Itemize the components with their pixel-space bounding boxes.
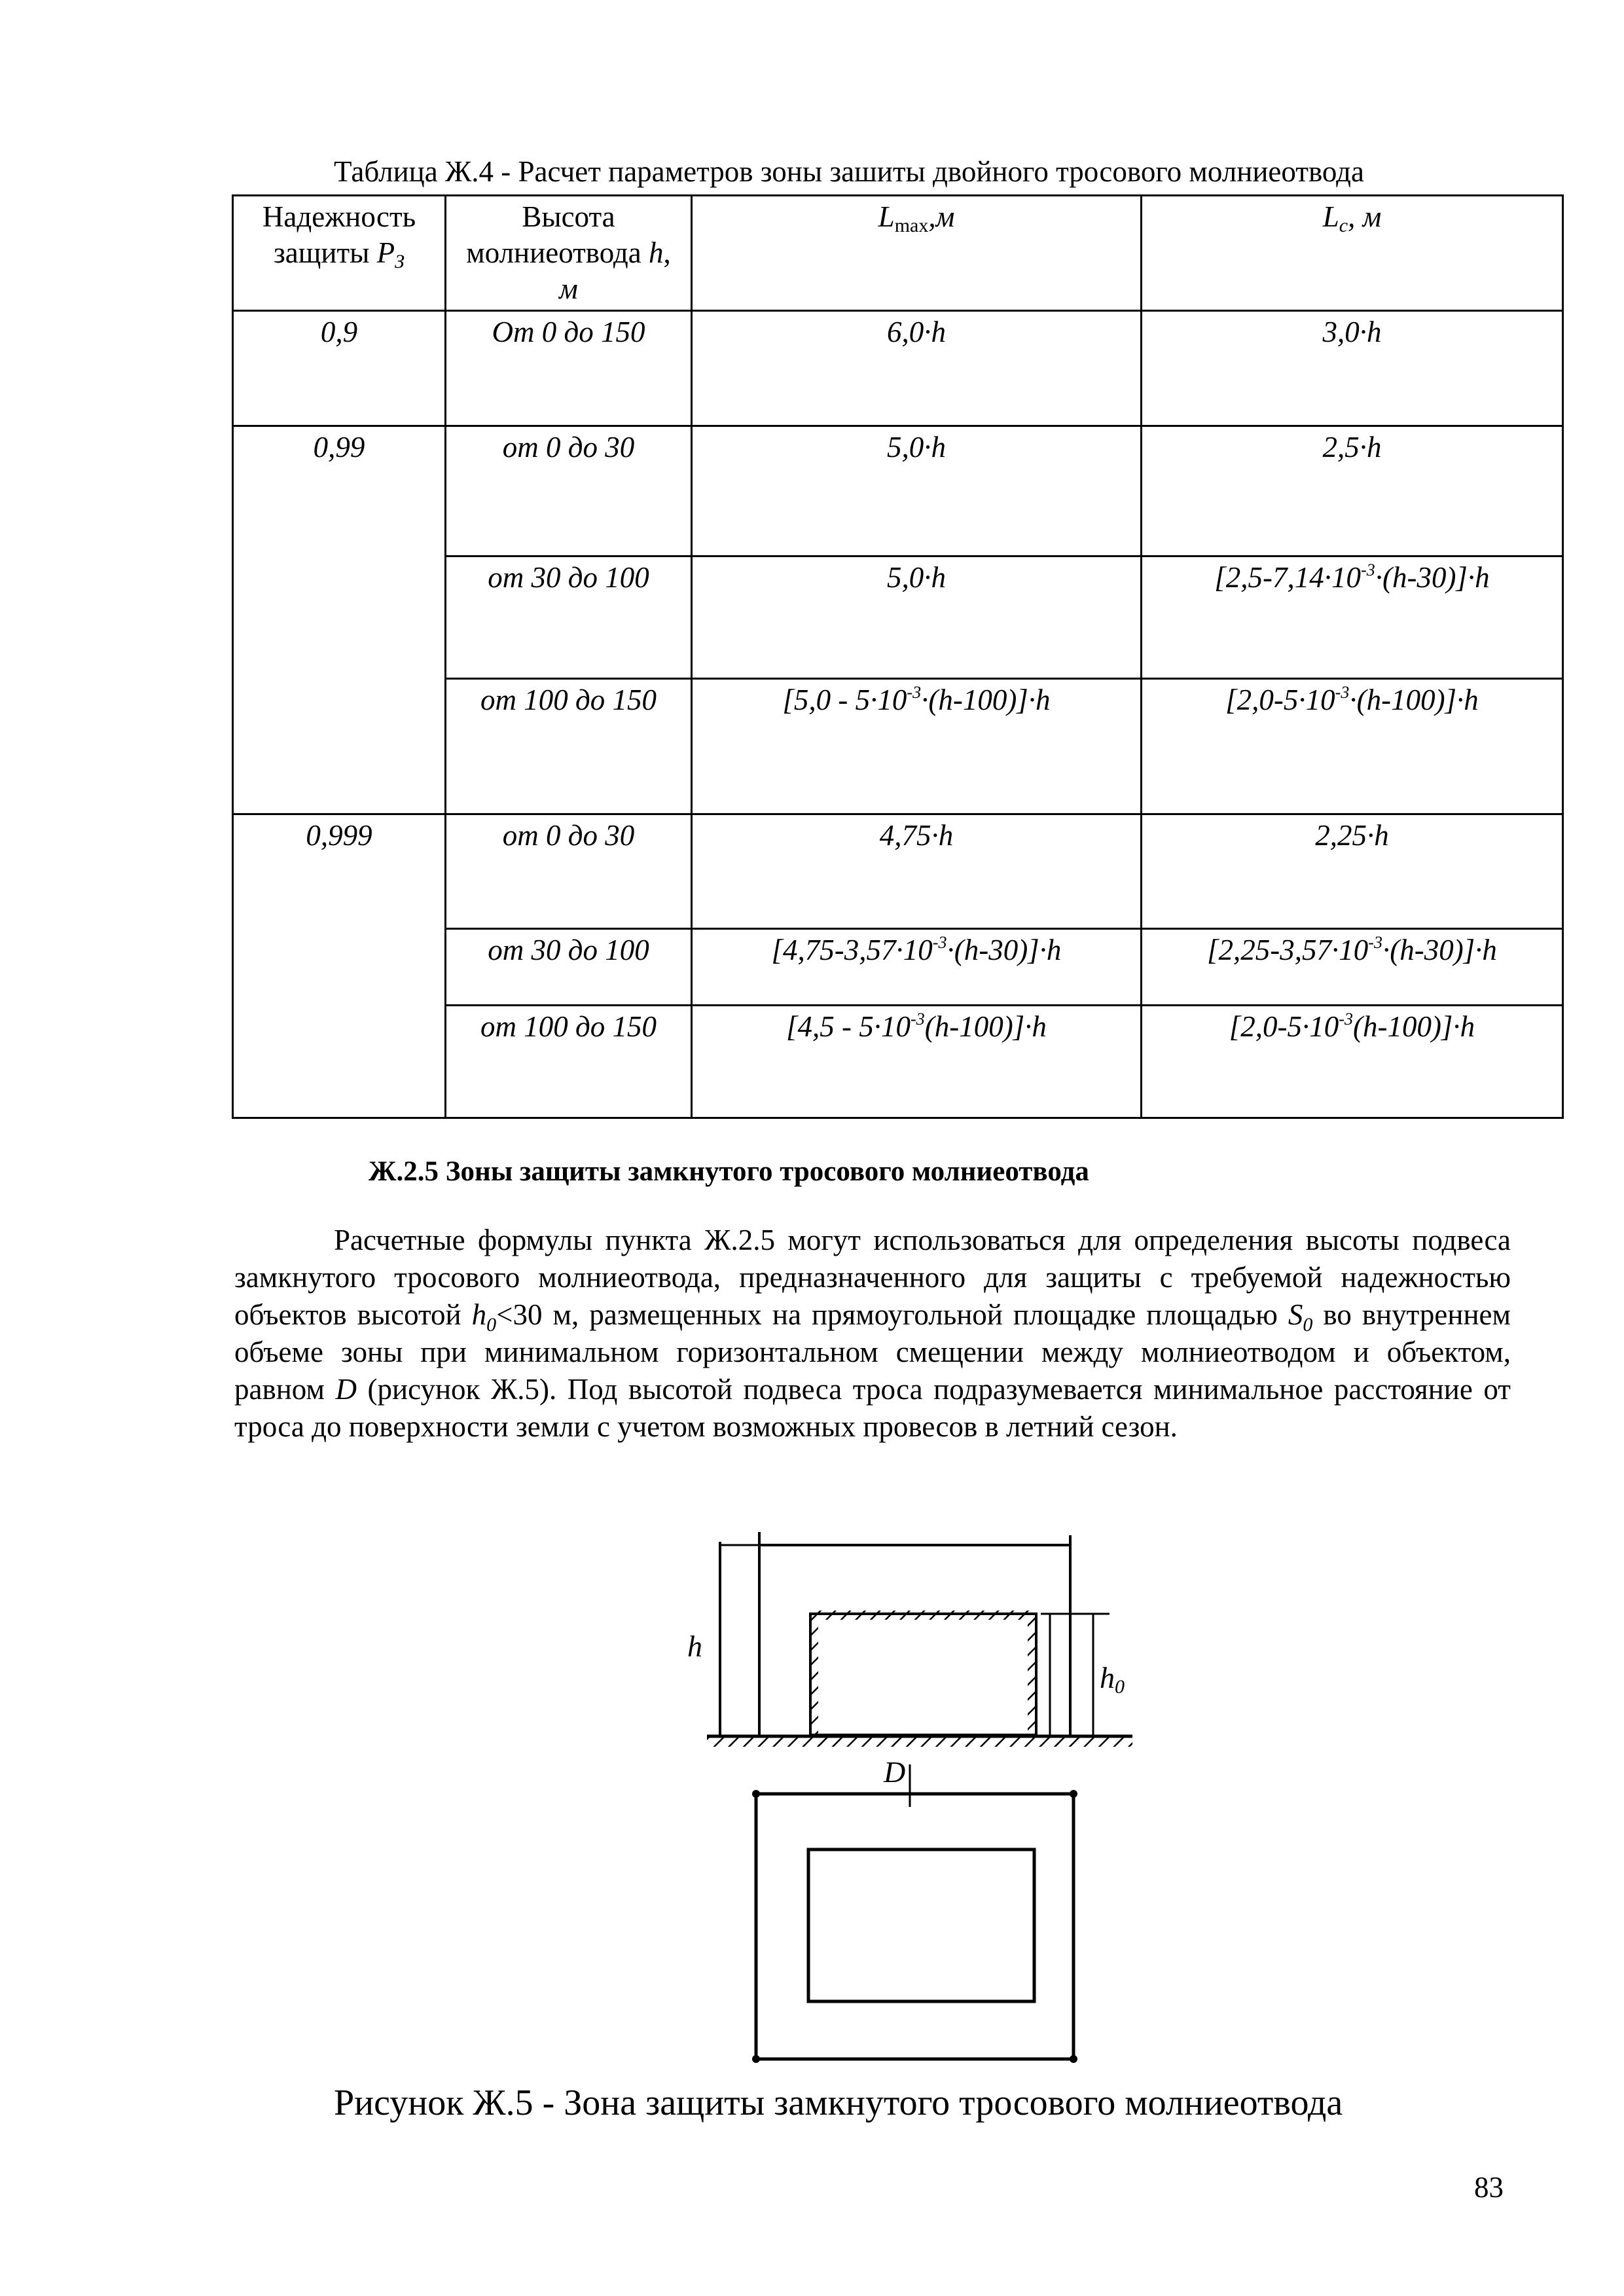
object-outline-plan (808, 1850, 1034, 2001)
ground-hatch (707, 1738, 1132, 1747)
lc-cell: $[2,25-3,57\cdot 10^{-3}\cdot(h-30)]\cdot h$ (1142, 929, 1563, 1006)
label-h: h (687, 1630, 702, 1663)
lmax-cell: 5,0·h (692, 426, 1142, 556)
label-d: D (884, 1755, 906, 1789)
lmax-cell: $[4,5 - 5\cdot 10^{-3}(h-100)]\cdot h$ (692, 1006, 1142, 1118)
table-header-row (233, 196, 1563, 311)
height-cell: от 0 до 30 (446, 426, 692, 556)
protection-zone-figure (674, 1519, 1146, 2069)
object-roof-hatch (810, 1611, 1036, 1620)
header-reliability: Надежность защиты $P_З$ (233, 196, 446, 311)
lmax-cell: 5,0·h (692, 556, 1142, 679)
lmax-cell: $[5,0 - 5\cdot 10^{-3}\cdot(h-100)]\cdot h$ (692, 679, 1142, 814)
height-cell: От 0 до 150 (446, 311, 692, 426)
height-cell: от 100 до 150 (446, 1006, 692, 1118)
parameters-table (232, 194, 1564, 1119)
mast-point (1070, 2055, 1077, 2063)
label-h0: h0 (1100, 1661, 1125, 1698)
reliability-cell: 0,999 (233, 814, 446, 1118)
lc-cell: $[2,0-5\cdot 10^{-3}(h-100)]\cdot h$ (1142, 1006, 1563, 1118)
cable-outline-plan (756, 1794, 1074, 2059)
lc-cell: 2,25·h (1142, 814, 1563, 929)
lmax-cell: $[4,75-3,57\cdot 10^{-3}\cdot(h-30)]\cdot h$ (692, 929, 1142, 1006)
figure-caption: Рисунок Ж.5 - Зона защиты замкнутого тросового молниеотвода (334, 2083, 1343, 2123)
table-caption: Таблица Ж.4 - Расчет параметров зоны зашиты двойного тросового молниеотвода (334, 155, 1364, 188)
height-cell: от 0 до 30 (446, 814, 692, 929)
height-cell: от 100 до 150 (446, 679, 692, 814)
object-right-hatch (1028, 1617, 1037, 1735)
lc-cell: $[2,5-7,14\cdot 10^{-3}\cdot(h-30)]\cdot h$ (1142, 556, 1563, 679)
object-left-hatch (809, 1617, 818, 1735)
table-row (233, 311, 1563, 426)
reliability-cell: 0,99 (233, 426, 446, 814)
mast-point (752, 2055, 760, 2063)
lmax-cell: 6,0·h (692, 311, 1142, 426)
lc-cell: 3,0·h (1142, 311, 1563, 426)
mast-point (1070, 1790, 1077, 1798)
header-height: Высота молниеотвода h, м (446, 196, 692, 311)
height-cell: от 30 до 100 (446, 929, 692, 1006)
table-row (233, 426, 1563, 556)
page-number: 83 (1474, 2171, 1504, 2204)
lc-cell: 2,5·h (1142, 426, 1563, 556)
header-lc: $L_c$, м (1142, 196, 1563, 311)
protected-object (810, 1614, 1036, 1735)
lmax-cell: 4,75·h (692, 814, 1142, 929)
section-paragraph: Расчетные формулы пункта Ж.2.5 могут использоваться для определения высоты подвеса замкнутого тросового молниеотвода, предназначенного для защиты с требуемой надежностью объектов высотой $h_0<30$ м, размещенных на прямоугольной площадке площадью $S_0$ во внутреннем объеме зоны при минимальном горизонтальном смещении между молниеотводом и объектом, равном D (рисунок Ж.5). Под высотой подвеса троса подразумевается минимальное расстояние от троса до поверхности земли с учетом возможных провесов в летний сезон. (234, 1224, 1511, 1443)
plan-view (752, 1755, 1077, 2063)
header-lmax: $L_{max},м$ (692, 196, 1142, 311)
lc-cell: $[2,0-5\cdot 10^{-3}\cdot(h-100)]\cdot h$ (1142, 679, 1563, 814)
mast-point (752, 1790, 760, 1798)
section-heading: Ж.2.5 Зоны защиты замкнутого тросового молниеотвода (369, 1156, 1089, 1187)
table-row (233, 814, 1563, 929)
elevation-view (687, 1532, 1132, 1747)
reliability-cell: 0,9 (233, 311, 446, 426)
height-cell: от 30 до 100 (446, 556, 692, 679)
